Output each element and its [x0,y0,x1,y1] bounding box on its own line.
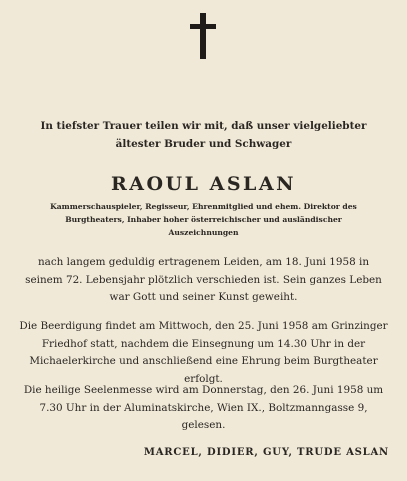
deceased-titles: Kammerschauspieler, Regisseur, Ehrenmitglied und ehem. Direktor des Burgtheaters, Inhaber hoher österreichischer und ausländischer Auszeichnungen [50,202,357,237]
intro-text: In tiefster Trauer teilen wir mit, daß unser vielgeliebter ältester Bruder und Schwager [40,120,367,150]
cross-icon [190,13,216,59]
deceased-name: RAOUL ASLAN [110,173,297,195]
funeral-paragraph: Die Beerdigung findet am Mittwoch, den 25. Juni 1958 am Grinzinger Friedhof statt, nachdem die Einsegnung um 14.30 Uhr in der Michaelerkirche und anschließend eine Ehrung beim Burgtheater erfolgt. [19,320,388,385]
cross-vertical-bar [200,13,206,59]
signers: MARCEL, DIDIER, GUY, TRUDE ASLAN [143,447,389,458]
death-paragraph: nach langem geduldig ertragenem Leiden, am 18. Juni 1958 in seinem 72. Lebensjahr plötzlich verschieden ist. Sein ganzes Leben war Gott und seiner Kunst geweiht. [25,256,382,303]
mass-paragraph: Die heilige Seelenmesse wird am Donnerstag, den 26. Juni 1958 um 7.30 Uhr in der Aluminatskirche, Wien IX., Boltzmanngasse 9, gelesen. [23,384,384,431]
cross-horizontal-bar [190,24,216,29]
